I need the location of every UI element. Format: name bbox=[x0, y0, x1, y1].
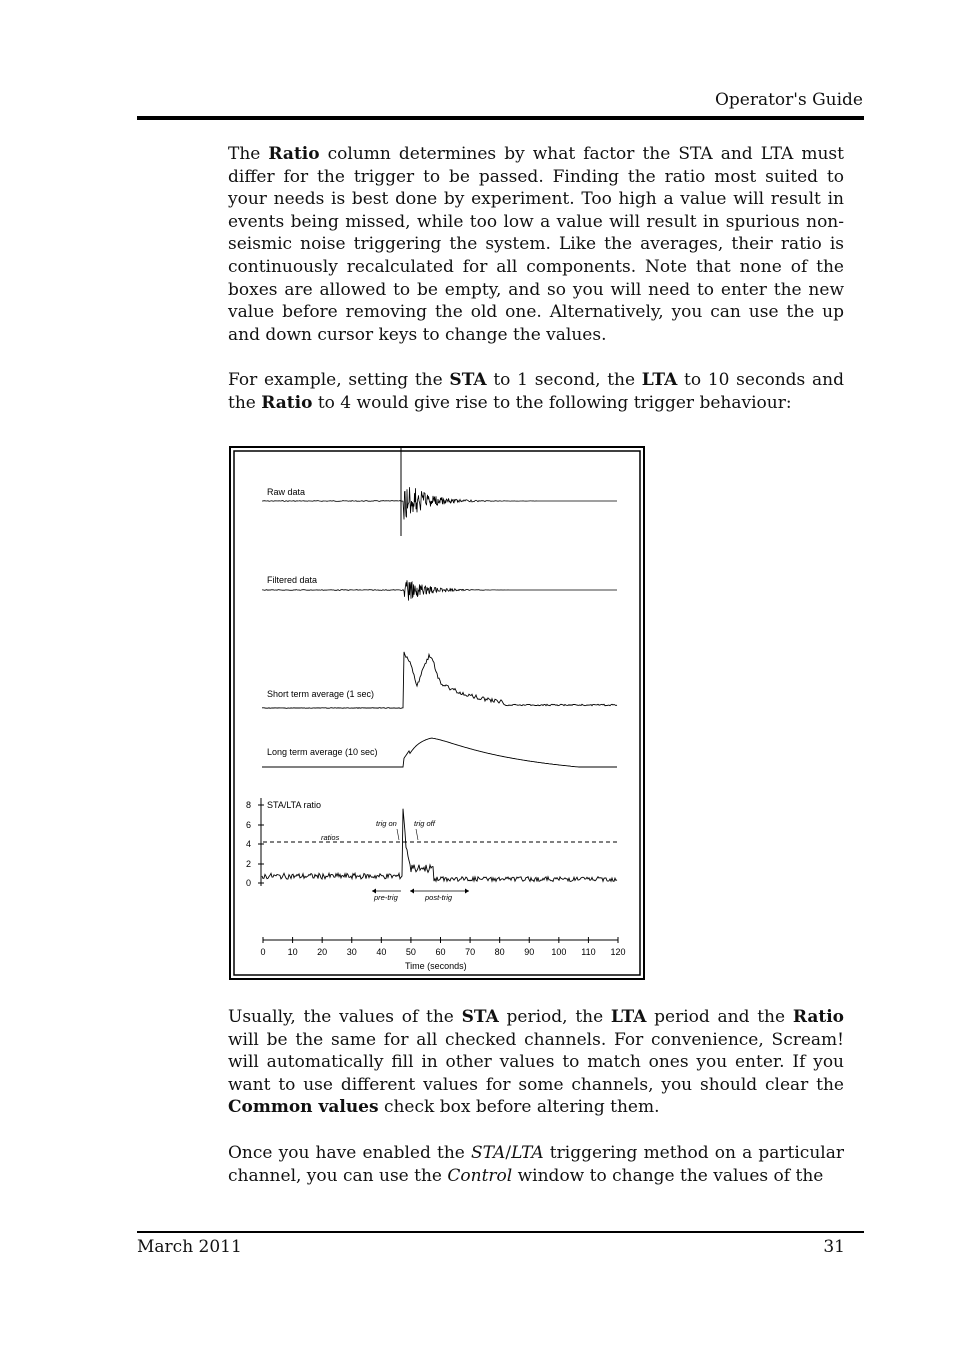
paragraph-example: For example, setting the STA to 1 second, the LTA to 10 seconds and the Ratio to 4 would give rise to the following trigger behaviour: bbox=[228, 370, 844, 413]
time-tick-label-120: 120 bbox=[610, 947, 626, 957]
pre-trig-annotation: pre-trig bbox=[374, 893, 398, 902]
time-tick-label-110: 110 bbox=[581, 947, 596, 957]
time-tick-label-30: 30 bbox=[346, 947, 357, 957]
ratio-tick-label-8: 8 bbox=[246, 800, 252, 810]
running-header: Operator's Guide bbox=[714, 90, 863, 110]
time-tick-label-100: 100 bbox=[551, 947, 567, 957]
trig-on-annotation: trig on bbox=[376, 819, 397, 828]
time-tick-label-70: 70 bbox=[465, 947, 476, 957]
ratio-label: STA/LTA ratio bbox=[267, 800, 322, 810]
filtered-data-label: Filtered data bbox=[267, 575, 318, 585]
time-tick-label-0: 0 bbox=[260, 947, 266, 957]
paragraph-ratio-column: The Ratio column determines by what factor the STA and LTA must differ for the trigger to be passed. Finding the ratio most suited to your needs is best done by experiment. Too high a value will result in events being missed, while too low a value will result in spurious non-seismic noise triggering the system. Like the averages, their ratio is continuously recalculated for all components. Note that none of the boxes are allowed to be empty, and so you will need to enter the new value before removing the old one. Alternatively, you can use the up and down cursor keys to change the values. bbox=[228, 144, 844, 345]
sta-label: Short term average (1 sec) bbox=[267, 689, 375, 699]
header-rule bbox=[137, 116, 864, 120]
raw-data-label: Raw data bbox=[267, 487, 306, 497]
trig-off-annotation: trig off bbox=[414, 819, 435, 828]
page-number: 31 bbox=[823, 1237, 845, 1257]
ratios-annotation: ratios bbox=[321, 833, 340, 842]
time-tick-label-10: 10 bbox=[287, 947, 298, 957]
footer-rule bbox=[137, 1231, 864, 1233]
trigger-behaviour-figure bbox=[229, 446, 645, 980]
time-tick-label-40: 40 bbox=[376, 947, 387, 957]
ratio-tick-label-4: 4 bbox=[246, 839, 252, 849]
time-tick-label-50: 50 bbox=[405, 947, 416, 957]
footer-date: March 2011 bbox=[137, 1237, 242, 1257]
ratio-tick-label-2: 2 bbox=[246, 859, 252, 869]
time-tick-label-20: 20 bbox=[317, 947, 328, 957]
time-tick-label-80: 80 bbox=[494, 947, 505, 957]
time-axis-label: Time (seconds) bbox=[405, 961, 467, 971]
ratio-tick-label-6: 6 bbox=[246, 820, 252, 830]
paragraph-common-values: Usually, the values of the STA period, the LTA period and the Ratio will be the same for all checked channels. For convenience, Scream! will automatically fill in other values to match ones you enter. If you want to use different values for some channels, you should clear the Common values check box before altering them. bbox=[228, 1007, 844, 1118]
ratio-tick-label-0: 0 bbox=[246, 878, 252, 888]
post-trig-annotation: post-trig bbox=[425, 893, 453, 902]
lta-label: Long term average (10 sec) bbox=[267, 747, 378, 757]
paragraph-control-window: Once you have enabled the STA/LTA triggering method on a particular channel, you can use the Control window to change the values of the bbox=[228, 1143, 844, 1186]
time-tick-label-60: 60 bbox=[435, 947, 446, 957]
time-tick-label-90: 90 bbox=[524, 947, 535, 957]
